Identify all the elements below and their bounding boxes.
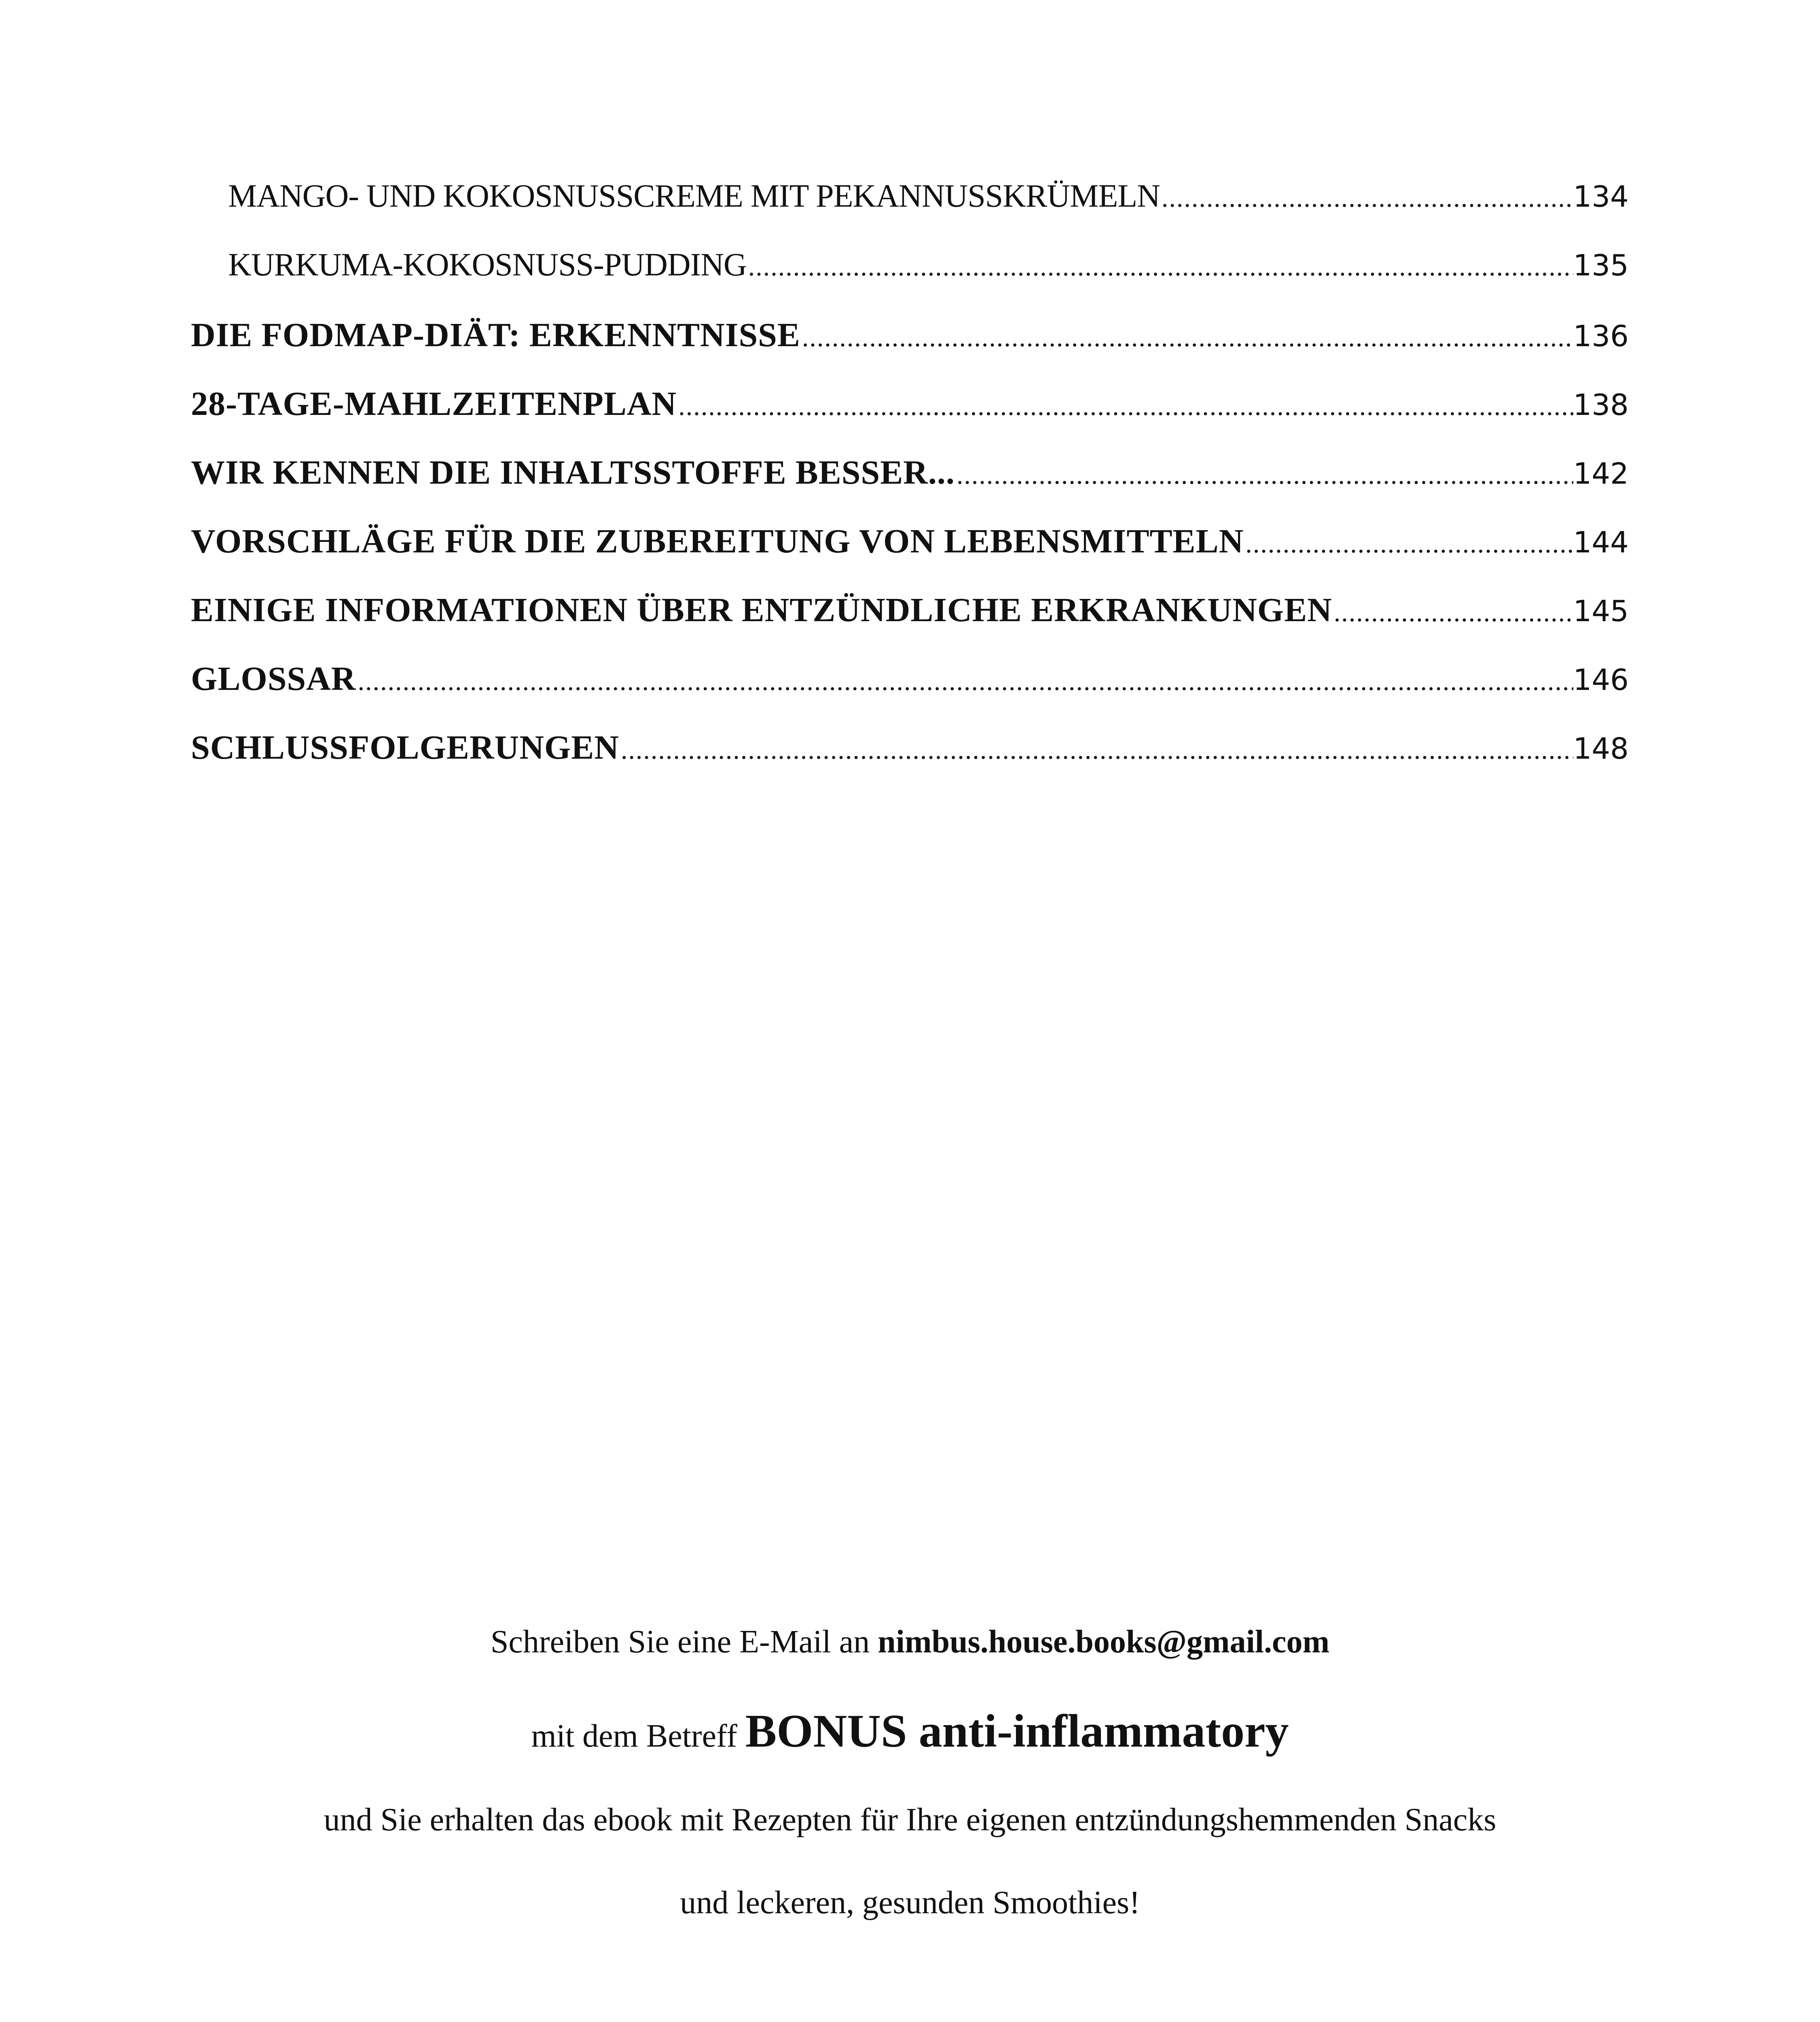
toc-dot-leader xyxy=(356,666,1573,697)
toc-entry-title: VORSCHLÄGE FÜR DIE ZUBEREITUNG VON LEBENSMITTELN xyxy=(191,522,1244,560)
toc-entry[interactable] xyxy=(191,247,1629,315)
promo-description-line-end: und leckeren, gesunden Smoothies! xyxy=(680,1885,1140,1920)
toc-entry-title: EINIGE INFORMATIONEN ÜBER ENTZÜNDLICHE ERKRANKUNGEN xyxy=(191,591,1332,629)
toc-entry[interactable] xyxy=(191,522,1629,590)
toc-entry-title: SCHLUSSFOLGERUNGEN xyxy=(191,729,619,766)
toc-entry-page: 146 xyxy=(1573,663,1629,697)
toc-entry-title: DIE FODMAP-DIÄT: ERKENNTNISSE xyxy=(191,316,800,354)
toc-dot-leader xyxy=(800,322,1573,353)
toc-entry-page: 142 xyxy=(1573,457,1629,491)
promo-subject-line xyxy=(0,1705,1820,1758)
toc-dot-leader xyxy=(1332,597,1573,628)
toc-entry-page: 138 xyxy=(1573,388,1629,422)
promo-description-line: und Sie erhalten das ebook mit Rezepten für Ihre eigenen entzündungshemmenden Snacks xyxy=(324,1802,1496,1838)
toc-dot-leader xyxy=(1244,529,1573,559)
toc-dot-leader xyxy=(619,735,1573,766)
toc-entry-title: KURKUMA-KOKOSNUSS-PUDDING xyxy=(228,247,747,283)
toc-entry-page: 135 xyxy=(1573,248,1629,282)
toc-entry[interactable] xyxy=(191,659,1629,728)
promo-email-line xyxy=(0,1624,1820,1660)
promo-subject-prefix: mit dem Betreff xyxy=(531,1718,745,1754)
toc-entry-title: GLOSSAR xyxy=(191,660,356,698)
toc-entry-page: 145 xyxy=(1573,594,1629,628)
toc-entry[interactable] xyxy=(191,178,1629,247)
promo-email-address[interactable]: nimbus.house.books@gmail.com xyxy=(878,1624,1330,1660)
toc-dot-leader xyxy=(955,460,1573,491)
toc-entry-page: 148 xyxy=(1573,732,1629,766)
toc-entry-page: 134 xyxy=(1573,180,1629,214)
toc-entry-page: 136 xyxy=(1573,319,1629,353)
promo-email-prefix: Schreiben Sie eine E-Mail an xyxy=(490,1624,878,1660)
toc-entry[interactable] xyxy=(191,590,1629,659)
toc-entry-title: MANGO- UND KOKOSNUSSCREME MIT PEKANNUSSKRÜMELN xyxy=(228,178,1160,214)
toc-dot-leader xyxy=(747,252,1573,282)
toc-entry-page: 144 xyxy=(1573,525,1629,559)
toc-entry[interactable] xyxy=(191,315,1629,384)
table-of-contents xyxy=(191,178,1629,797)
toc-dot-leader xyxy=(677,391,1573,422)
toc-entry[interactable] xyxy=(191,728,1629,797)
toc-dot-leader xyxy=(1160,183,1573,214)
toc-entry-title: WIR KENNEN DIE INHALTSSTOFFE BESSER... xyxy=(191,454,955,491)
promo-subject: BONUS anti-inflammatory xyxy=(745,1705,1289,1757)
toc-entry[interactable] xyxy=(191,453,1629,522)
toc-entry[interactable] xyxy=(191,384,1629,453)
toc-entry-title: 28-TAGE-MAHLZEITENPLAN xyxy=(191,385,677,423)
